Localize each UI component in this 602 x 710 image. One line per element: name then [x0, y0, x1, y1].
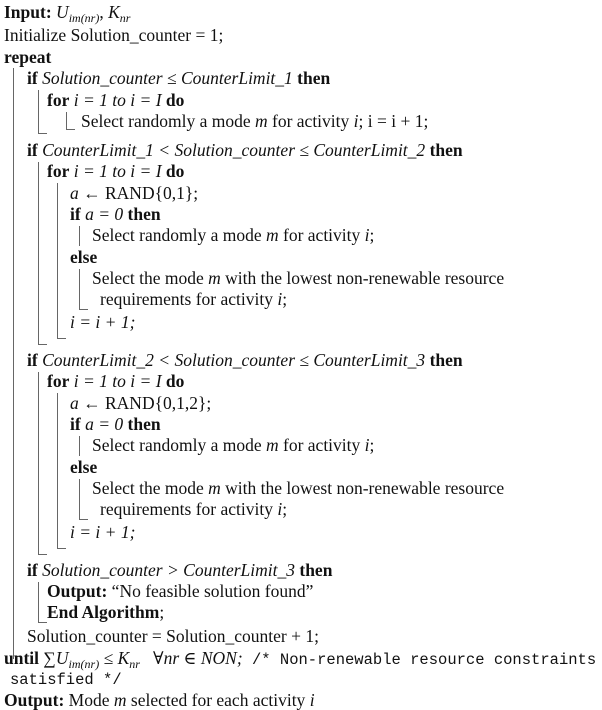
condition: CounterLimit_1 < Solution_counter ≤ CounterLimit_2 — [42, 140, 426, 160]
var-m: m — [208, 478, 221, 498]
sum-symbol: ∑ — [43, 648, 56, 668]
comment: /* Non-renewable resource constraints — [242, 651, 597, 669]
then-keyword: then — [297, 68, 331, 88]
if-keyword: if — [70, 204, 81, 224]
then-keyword: then — [429, 350, 463, 370]
sep: , — [99, 2, 104, 22]
condition: a = 0 — [85, 204, 124, 224]
for-scope-hook — [66, 112, 75, 130]
u-var: U — [55, 648, 69, 668]
condition: Solution_counter > CounterLimit_3 — [42, 560, 295, 580]
else-keyword: else — [70, 457, 98, 477]
k-var: K — [117, 648, 130, 668]
text: Select randomly a mode — [81, 111, 255, 131]
end-algorithm-line — [47, 602, 164, 622]
if-keyword: if — [27, 560, 38, 580]
else-scope-hook — [79, 479, 88, 520]
for-line-3 — [47, 371, 184, 391]
output-label: Output: — [47, 581, 108, 601]
var-i: i — [364, 435, 370, 455]
if-scope-hook — [38, 90, 47, 134]
var-m: m — [265, 225, 279, 245]
text: ; — [159, 602, 165, 622]
if-keyword: if — [27, 68, 38, 88]
if-keyword: if — [27, 350, 38, 370]
for-line-1 — [47, 90, 184, 110]
increment-line: i = i + 1; — [70, 522, 136, 542]
text: ; — [369, 435, 375, 455]
if-keyword: if — [27, 140, 38, 160]
repeat-keyword: repeat — [4, 47, 52, 67]
if-a-line — [70, 204, 161, 224]
select-lowest-line — [92, 478, 504, 498]
then-scope-bar — [79, 226, 80, 246]
assign-line — [70, 393, 211, 413]
text: ≤ — [99, 648, 118, 668]
text: for activity — [278, 225, 365, 245]
then-keyword: then — [299, 560, 333, 580]
select-lowest-line-cont — [100, 289, 287, 309]
until-line — [4, 648, 596, 670]
if-line-2 — [27, 140, 463, 160]
var-i: i — [309, 690, 315, 710]
init-line: Initialize Solution_counter = 1; — [4, 25, 224, 45]
var-m: m — [208, 268, 221, 288]
for-line-2 — [47, 161, 184, 181]
condition: CounterLimit_2 < Solution_counter ≤ CounterLimit_3 — [42, 350, 426, 370]
output-line — [4, 690, 315, 710]
input-label: Input: — [4, 2, 52, 22]
if-line-3 — [27, 350, 463, 370]
var-i: i — [277, 289, 283, 309]
if-scope-hook — [38, 162, 47, 345]
text: requirements for activity — [100, 499, 278, 519]
forall-expr: ∀nr ∈ NON; — [153, 648, 243, 668]
do-keyword: do — [165, 90, 185, 110]
select-random-line — [92, 225, 374, 245]
select-random-line — [81, 111, 428, 131]
text: for activity — [278, 435, 365, 455]
repeat-scope-bar — [13, 68, 14, 659]
u-sub: im(nr) — [68, 11, 100, 25]
u-var: U — [56, 2, 69, 22]
comment-cont: satisfied */ — [10, 671, 122, 689]
k-sub: nr — [129, 657, 140, 671]
select-lowest-line — [92, 268, 504, 288]
u-sub: im(nr) — [68, 657, 100, 671]
select-lowest-line-cont — [100, 499, 287, 519]
for-keyword: for — [47, 371, 70, 391]
var-a: a — [70, 393, 79, 413]
text: Select randomly a mode — [92, 435, 266, 455]
var-m: m — [254, 111, 268, 131]
var-a: a — [70, 183, 79, 203]
counter-increment-line: Solution_counter = Solution_counter + 1; — [27, 626, 319, 646]
text: ; — [282, 289, 288, 309]
text: Select the mode — [92, 478, 209, 498]
text: ; — [282, 499, 288, 519]
input-line — [4, 2, 131, 25]
if-keyword: if — [70, 414, 81, 434]
do-keyword: do — [165, 161, 185, 181]
k-sub: nr — [119, 11, 131, 25]
for-range: i = 1 to i = I — [73, 90, 162, 110]
var-i: i — [353, 111, 359, 131]
if-scope-hook — [38, 372, 47, 555]
text: ← RAND{0,1,2}; — [78, 393, 212, 413]
until-keyword: until — [4, 648, 40, 668]
text: Select the mode — [92, 268, 209, 288]
if-line-1 — [27, 68, 330, 88]
else-scope-hook — [79, 269, 88, 310]
text: Select randomly a mode — [92, 225, 266, 245]
increment-line: i = i + 1; — [70, 312, 136, 332]
text: ; i = i + 1; — [358, 111, 429, 131]
var-i: i — [364, 225, 370, 245]
text: with the lowest non-renewable resource — [220, 478, 505, 498]
text: with the lowest non-renewable resource — [220, 268, 505, 288]
text: ← RAND{0,1}; — [78, 183, 199, 203]
else-keyword: else — [70, 247, 98, 267]
if-a-line — [70, 414, 161, 434]
text: selected for each activity — [126, 690, 310, 710]
var-i: i — [277, 499, 283, 519]
if-scope-hook — [38, 582, 47, 623]
text: ; — [369, 225, 375, 245]
then-keyword: then — [127, 204, 161, 224]
end-label: End Algorithm — [47, 602, 160, 622]
text: “No feasible solution found” — [107, 581, 314, 601]
for-scope-hook — [57, 393, 66, 549]
for-keyword: for — [47, 90, 70, 110]
select-random-line — [92, 435, 374, 455]
do-keyword: do — [165, 371, 185, 391]
then-keyword: then — [127, 414, 161, 434]
var-m: m — [113, 690, 127, 710]
condition: Solution_counter ≤ CounterLimit_1 — [42, 68, 293, 88]
then-scope-bar — [79, 436, 80, 456]
if-line-4 — [27, 560, 332, 580]
for-range: i = 1 to i = I — [73, 161, 162, 181]
assign-line — [70, 183, 198, 203]
for-range: i = 1 to i = I — [73, 371, 162, 391]
output-nofeasible-line — [47, 581, 313, 601]
for-scope-hook — [57, 183, 66, 339]
condition: a = 0 — [85, 414, 124, 434]
for-keyword: for — [47, 161, 70, 181]
then-keyword: then — [429, 140, 463, 160]
text: requirements for activity — [100, 289, 278, 309]
text: for activity — [267, 111, 354, 131]
var-m: m — [265, 435, 279, 455]
output-label: Output: — [4, 690, 65, 710]
text: Mode — [64, 690, 114, 710]
k-var: K — [108, 2, 120, 22]
